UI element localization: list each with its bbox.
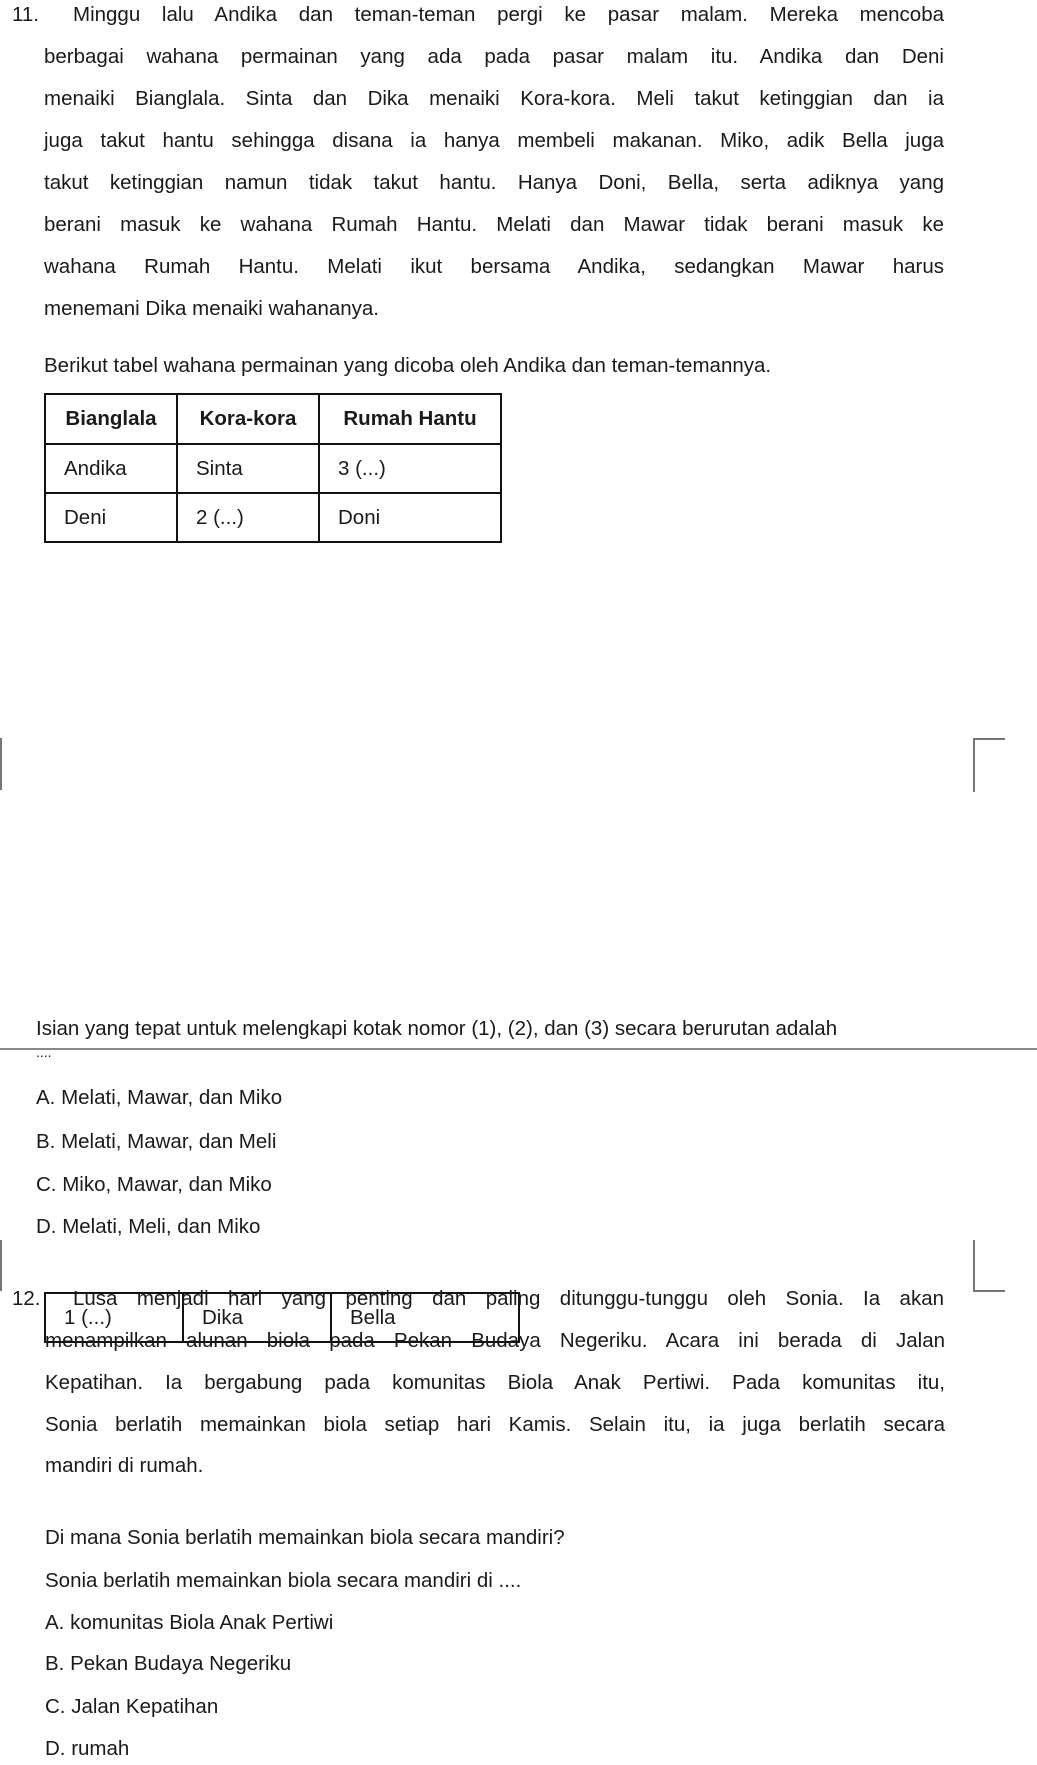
table-cell: Bella — [331, 1293, 519, 1342]
q12-paragraph-line: menampilkan alunan biola pada Pekan Budaya Negeriku. Acara ini berada di Jalan — [45, 1329, 945, 1352]
q11-option-c[interactable]: C. Miko, Mawar, dan Miko — [36, 1173, 272, 1196]
table-cell: Doni — [319, 493, 501, 542]
q12-option-a[interactable]: A. komunitas Biola Anak Pertiwi — [45, 1611, 334, 1634]
q11-paragraph-line: juga takut hantu sehingga disana ia hanya membeli makanan. Miko, adik Bella juga — [44, 129, 944, 152]
q12-option-d[interactable]: D. rumah — [45, 1737, 130, 1760]
rides-table-part1 — [44, 393, 502, 543]
q12-paragraph-line: mandiri di rumah. — [45, 1454, 204, 1477]
q11-paragraph-line: wahana Rumah Hantu. Melati ikut bersama Andika, sedangkan Mawar harus — [44, 255, 944, 278]
table-row — [45, 493, 501, 542]
page-corner-mark — [973, 738, 1005, 792]
q11-question-ellipsis: .... — [36, 1044, 52, 1060]
page-corner-mark — [0, 738, 2, 790]
table-row — [45, 444, 501, 493]
page-corner-mark — [973, 1240, 1005, 1292]
q12-stem: Sonia berlatih memainkan biola secara mandiri di .... — [45, 1569, 522, 1592]
table-cell: Deni — [45, 493, 177, 542]
q11-paragraph-line: takut ketinggian namun tidak takut hantu. Hanya Doni, Bella, serta adiknya yang — [44, 171, 944, 194]
q12-paragraph-line: Lusa menjadi hari yang penting dan paling ditunggu-tunggu oleh Sonia. Ia akan — [73, 1287, 944, 1310]
table-intro: Berikut tabel wahana permainan yang dicoba oleh Andika dan teman-temannya. — [44, 354, 772, 377]
question-11-number: 11. — [12, 3, 39, 26]
q11-paragraph-line: berbagai wahana permainan yang ada pada pasar malam itu. Andika dan Deni — [44, 45, 944, 68]
table-header: Rumah Hantu — [319, 394, 501, 444]
q11-paragraph-line: menemani Dika menaiki wahananya. — [44, 297, 380, 320]
q12-option-c[interactable]: C. Jalan Kepatihan — [45, 1695, 219, 1718]
q12-paragraph-line: Kepatihan. Ia bergabung pada komunitas Biola Anak Pertiwi. Pada komunitas itu, — [45, 1371, 945, 1394]
table-cell: 1 (...) — [45, 1293, 183, 1342]
question-12-number: 12. — [12, 1287, 41, 1310]
table-cell: 2 (...) — [177, 493, 319, 542]
page-corner-mark — [0, 1240, 2, 1291]
q11-option-a[interactable]: A. Melati, Mawar, dan Miko — [36, 1086, 283, 1109]
table-header: Kora-kora — [177, 394, 319, 444]
q12-question: Di mana Sonia berlatih memainkan biola secara mandiri? — [45, 1526, 565, 1549]
table-header: Bianglala — [45, 394, 177, 444]
table-cell: Dika — [183, 1293, 331, 1342]
q11-option-d[interactable]: D. Melati, Meli, dan Miko — [36, 1215, 261, 1238]
table-cell: Sinta — [177, 444, 319, 493]
table-header-row — [45, 394, 501, 444]
q12-option-b[interactable]: B. Pekan Budaya Negeriku — [45, 1652, 292, 1675]
table-cell: Andika — [45, 444, 177, 493]
q11-question: Isian yang tepat untuk melengkapi kotak nomor (1), (2), dan (3) secara berurutan adalah — [36, 1017, 838, 1040]
page-break-line — [0, 1048, 1037, 1050]
q11-paragraph-line: menaiki Bianglala. Sinta dan Dika menaiki Kora-kora. Meli takut ketinggian dan ia — [44, 87, 944, 110]
table-cell: 3 (...) — [319, 444, 501, 493]
q11-paragraph-line: Minggu lalu Andika dan teman-teman pergi ke pasar malam. Mereka mencoba — [73, 3, 944, 26]
q12-paragraph-line: Sonia berlatih memainkan biola setiap hari Kamis. Selain itu, ia juga berlatih secara — [45, 1413, 945, 1436]
q11-option-b[interactable]: B. Melati, Mawar, dan Meli — [36, 1130, 277, 1153]
q11-paragraph-line: berani masuk ke wahana Rumah Hantu. Melati dan Mawar tidak berani masuk ke — [44, 213, 944, 236]
